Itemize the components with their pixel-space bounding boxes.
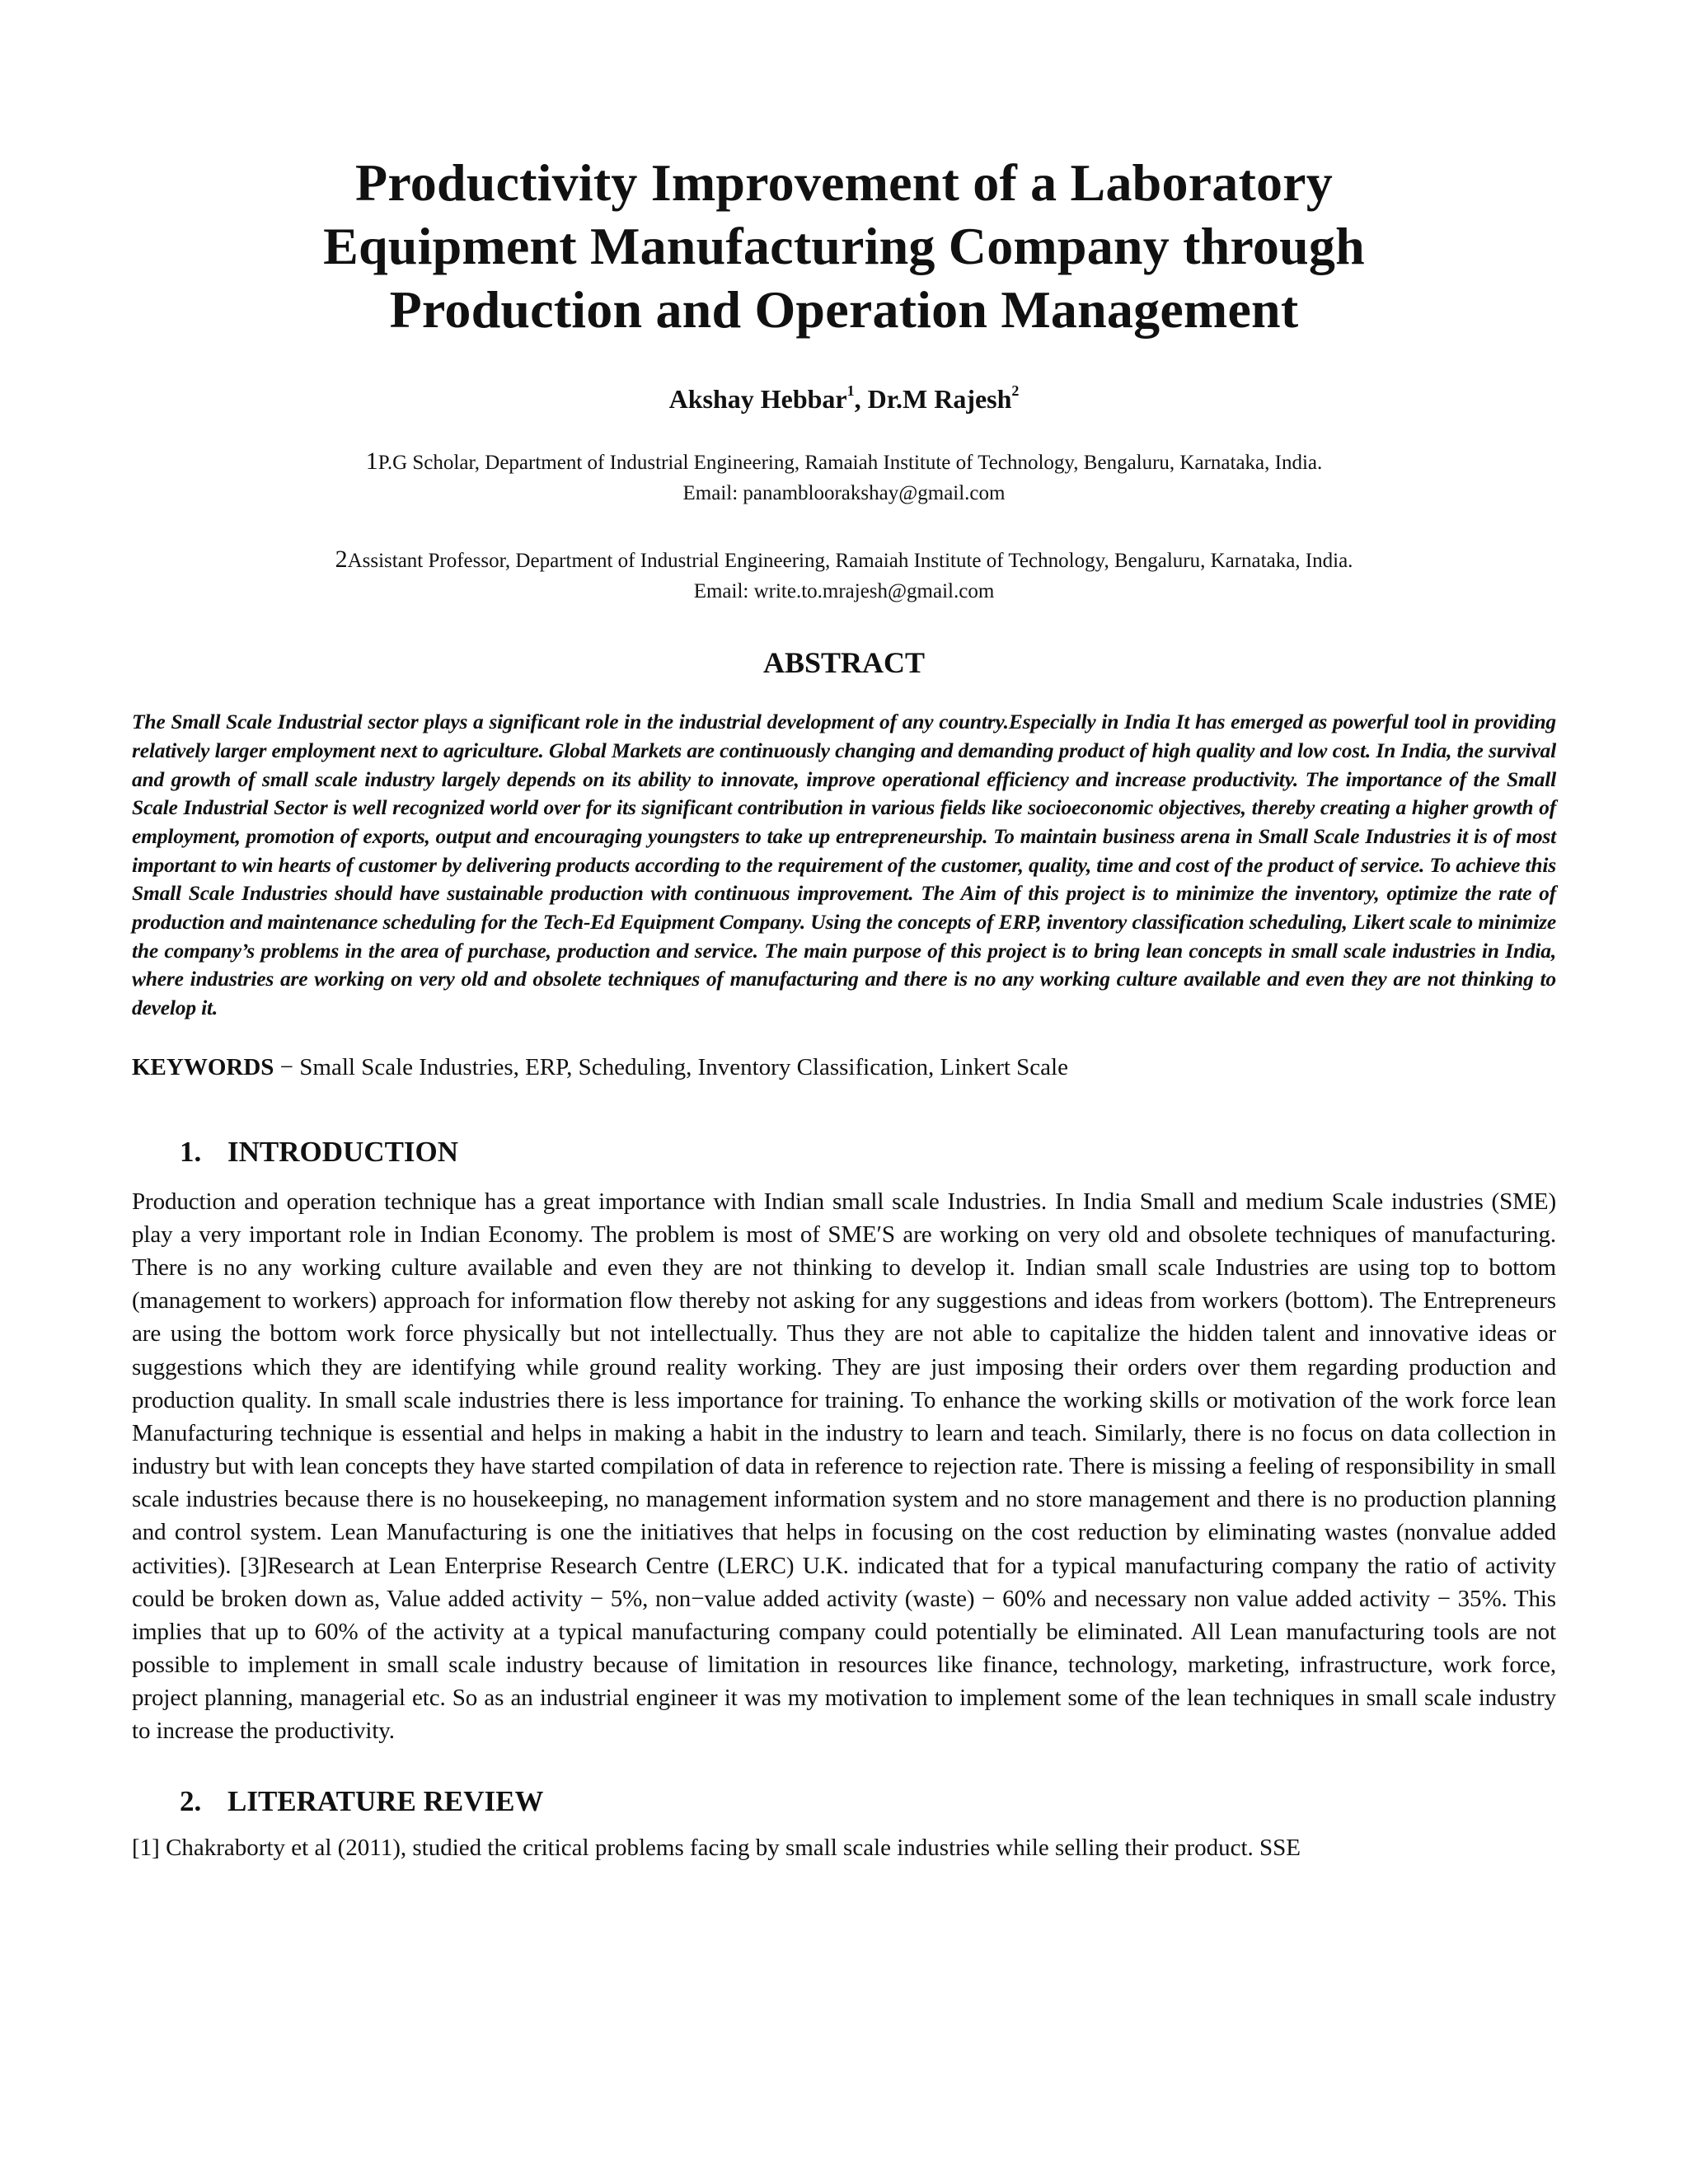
affiliation-2-email: Email: write.to.mrajesh@gmail.com <box>693 580 995 603</box>
title-line-3: Production and Operation Management <box>389 279 1299 339</box>
abstract-text: The Small Scale Industrial sector plays a significant role in the industrial development of any country.Especially in India It has emerged as powerful tool in providing relatively larger employment next to agriculture. Global Markets are continuously changing and demanding product of high quality and low cost. In India, the survival and growth of small scale industry largely depends on its ability to innovate, improve operational efficiency and increase productivity. The importance of the Small Scale Industrial Sector is well recognized world over for its significant contribution in various fields like socioeconomic objectives, thereby creating a higher growth of employment, promotion of exports, output and encouraging youngsters to take up entrepreneurship. To maintain business arena in Small Scale Industries it is of most important to win hearts of customer by delivering products according to the requirement of the customer, quality, time and cost of the product of service. To achieve this Small Scale Industries should have sustainable production with continuous improvement. The Aim of this project is to minimize the inventory, optimize the rate of production and maintenance scheduling for the Tech-Ed Equipment Company. Using the concepts of ERP, inventory classification scheduling, Likert scale to minimize the company’s problems in the area of purchase, production and service. The main purpose of this project is to bring lean concepts in small scale industries in India, where industries are working on very old and obsolete techniques of manufacturing and there is no any working culture available and even they are not thinking to develop it. <box>132 710 1556 1020</box>
title-line-1: Productivity Improvement of a Laboratory <box>355 153 1333 212</box>
introduction-paragraph: Production and operation technique has a great importance with Indian small scale Industries. In India Small and medium Scale industries (SME) play a very important role in Indian Economy. The problem is most of SME′S are working on very old and obsolete techniques of manufacturing. There is no any working culture available and even they are not thinking to develop it. Indian small scale Industries are using top to bottom (management to workers) approach for information flow thereby not asking for any suggestions and ideas from workers (bottom). The Entrepreneurs are using the bottom work force physically but not intellectually. Thus they are not able to capitalize the hidden talent and innovative ideas or suggestions which they are identifying while ground reality working. They are just imposing their orders over them regarding production and production quality. In small scale industries there is less importance for training. To enhance the working skills or motivation of the work force lean Manufacturing technique is essential and helps in making a habit in the industry to learn and teach. Similarly, there is no focus on data collection in industry but with lean concepts they have started compilation of data in reference to rejection rate. There is missing a feeling of responsibility in small scale industries because there is no housekeeping, no management information system and no store management and there is no production planning and control system. Lean Manufacturing is one the initiatives that helps in focusing on the cost reduction by eliminating wastes (nonvalue added activities). [3]Research at Lean Enterprise Research Centre (LERC) U.K. indicated that for a typical manufacturing company the ratio of activity could be broken down as, Value added activity − 5%, non−value added activity (waste) − 60% and necessary non value added activity − 35%. This implies that up to 60% of the activity at a typical manufacturing company could potentially be eliminated. All Lean manufacturing tools are not possible to implement in small scale industry because of limitation in resources like finance, technology, marketing, infrastructure, work force, project planning, managerial etc. So as an industrial engineer it was my motivation to implement some of the lean techniques in small scale industry to increase the productivity. <box>132 1188 1556 1745</box>
keywords-separator: − <box>274 1053 300 1080</box>
title-line-2: Equipment Manufacturing Company through <box>323 216 1365 275</box>
section-2-number: 2. <box>180 1785 202 1818</box>
section-2-title: LITERATURE REVIEW <box>227 1785 544 1818</box>
affiliation-1 <box>132 444 1556 508</box>
section-1-title: INTRODUCTION <box>227 1135 459 1168</box>
paper-title <box>132 152 1556 341</box>
author-2-affil-mark: 2 <box>1011 382 1020 399</box>
keywords-text: Small Scale Industries, ERP, Scheduling, Inventory Classification, Linkert Scale <box>299 1053 1068 1080</box>
keywords <box>132 1054 1556 1081</box>
author-2: Dr.M Rajesh <box>867 384 1012 415</box>
paper-page <box>132 132 1556 1862</box>
author-1: Akshay Hebbar <box>668 384 847 415</box>
author-separator: , <box>854 384 861 415</box>
affiliation-1-text: P.G Scholar, Department of Industrial Engineering, Ramaiah Institute of Technology, Bengaluru, Karnataka, India. <box>377 452 1323 475</box>
authors <box>132 384 1556 415</box>
reference-entry-1: [1] Chakraborty et al (2011), studied the critical problems facing by small scale industries while selling their product. SSE <box>132 1835 1301 1862</box>
affiliation-1-number: 1 <box>365 448 378 476</box>
section-heading-literature-review <box>132 1785 1556 1818</box>
affiliation-2-text: Assistant Professor, Department of Industrial Engineering, Ramaiah Institute of Technology, Bengaluru, Karnataka, India. <box>347 550 1353 573</box>
affiliation-2-number: 2 <box>335 546 348 574</box>
keywords-label: KEYWORDS <box>132 1053 274 1080</box>
affiliation-2 <box>132 542 1556 606</box>
affiliation-1-email: Email: panambloorakshay@gmail.com <box>682 482 1006 505</box>
author-1-affil-mark: 1 <box>846 382 855 399</box>
section-heading-introduction <box>132 1136 1556 1169</box>
section-1-number: 1. <box>180 1135 202 1168</box>
abstract-heading: ABSTRACT <box>762 646 926 680</box>
